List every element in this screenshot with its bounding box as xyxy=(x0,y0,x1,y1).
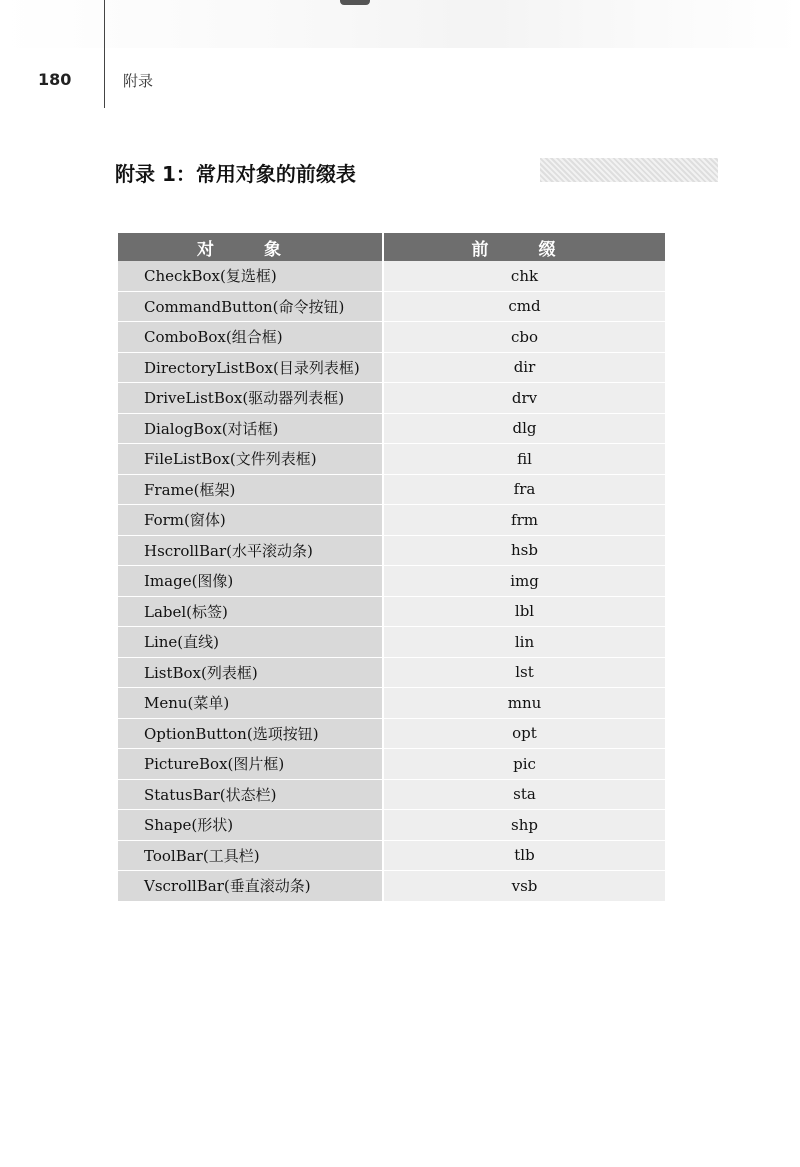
table-header-row xyxy=(118,233,665,261)
object-name-cell: StatusBar(状态栏) xyxy=(118,779,383,810)
table-row xyxy=(118,535,665,566)
table-row xyxy=(118,596,665,627)
table-row xyxy=(118,871,665,902)
table-row xyxy=(118,627,665,658)
prefix-cell: lin xyxy=(383,627,665,658)
prefix-cell: lst xyxy=(383,657,665,688)
table-row xyxy=(118,413,665,444)
prefix-cell: shp xyxy=(383,810,665,841)
table-row xyxy=(118,291,665,322)
prefix-cell: drv xyxy=(383,383,665,414)
object-name-cell: FileListBox(文件列表框) xyxy=(118,444,383,475)
table-row xyxy=(118,657,665,688)
table-row xyxy=(118,505,665,536)
title-shading xyxy=(540,158,718,182)
prefix-cell: opt xyxy=(383,718,665,749)
table-row xyxy=(118,383,665,414)
table-row xyxy=(118,810,665,841)
prefix-cell: hsb xyxy=(383,535,665,566)
table-row xyxy=(118,749,665,780)
table-row xyxy=(118,566,665,597)
prefix-cell: pic xyxy=(383,749,665,780)
object-name-cell: Image(图像) xyxy=(118,566,383,597)
prefix-cell: dlg xyxy=(383,413,665,444)
column-header-prefix: 前 缀 xyxy=(383,233,665,261)
object-name-cell: DialogBox(对话框) xyxy=(118,413,383,444)
object-name-cell: Form(窗体) xyxy=(118,505,383,536)
column-header-object: 对 象 xyxy=(118,233,383,261)
prefix-cell: img xyxy=(383,566,665,597)
object-name-cell: Label(标签) xyxy=(118,596,383,627)
table-row xyxy=(118,474,665,505)
object-name-cell: Frame(框架) xyxy=(118,474,383,505)
object-name-cell: DirectoryListBox(目录列表框) xyxy=(118,352,383,383)
prefix-cell: fil xyxy=(383,444,665,475)
table-row xyxy=(118,444,665,475)
object-name-cell: Line(直线) xyxy=(118,627,383,658)
prefix-cell: fra xyxy=(383,474,665,505)
table-row xyxy=(118,352,665,383)
table-row xyxy=(118,718,665,749)
prefix-table xyxy=(118,233,665,902)
prefix-cell: frm xyxy=(383,505,665,536)
prefix-cell: dir xyxy=(383,352,665,383)
table-row xyxy=(118,840,665,871)
object-name-cell: CheckBox(复选框) xyxy=(118,261,383,291)
prefix-cell: chk xyxy=(383,261,665,291)
prefix-cell: sta xyxy=(383,779,665,810)
object-name-cell: Menu(菜单) xyxy=(118,688,383,719)
table-row xyxy=(118,779,665,810)
prefix-cell: cbo xyxy=(383,322,665,353)
table-body xyxy=(118,261,665,901)
running-head: 附录 xyxy=(123,72,154,90)
table-row xyxy=(118,261,665,291)
object-name-cell: OptionButton(选项按钮) xyxy=(118,718,383,749)
object-name-cell: CommandButton(命令按钮) xyxy=(118,291,383,322)
object-name-cell: Shape(形状) xyxy=(118,810,383,841)
prefix-cell: lbl xyxy=(383,596,665,627)
prefix-cell: tlb xyxy=(383,840,665,871)
header-divider xyxy=(104,0,105,108)
object-name-cell: ComboBox(组合框) xyxy=(118,322,383,353)
prefix-cell: vsb xyxy=(383,871,665,902)
object-name-cell: ToolBar(工具栏) xyxy=(118,840,383,871)
table-row xyxy=(118,688,665,719)
object-name-cell: HscrollBar(水平滚动条) xyxy=(118,535,383,566)
page-number: 180 xyxy=(38,70,72,89)
scan-shading xyxy=(0,0,800,48)
table-row xyxy=(118,322,665,353)
prefix-cell: cmd xyxy=(383,291,665,322)
object-name-cell: VscrollBar(垂直滚动条) xyxy=(118,871,383,902)
prefix-cell: mnu xyxy=(383,688,665,719)
scan-artifact xyxy=(340,0,370,5)
object-name-cell: DriveListBox(驱动器列表框) xyxy=(118,383,383,414)
section-title: 附录 1：常用对象的前缀表 xyxy=(115,162,356,186)
object-name-cell: ListBox(列表框) xyxy=(118,657,383,688)
object-name-cell: PictureBox(图片框) xyxy=(118,749,383,780)
